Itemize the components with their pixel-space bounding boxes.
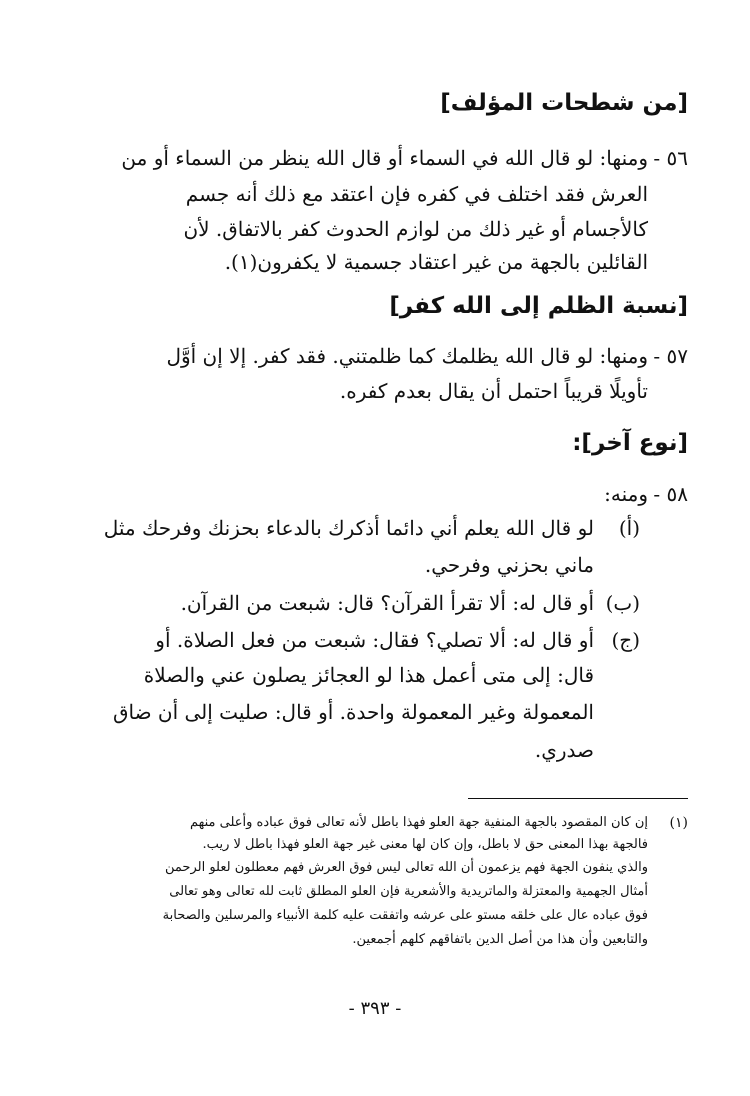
- paragraph-56-line-2: العرش فقد اختلف في كفره فإن اعتقد مع ذلك أنه جسم: [185, 182, 648, 206]
- paragraph-56-line-1: ومنها: لو قال الله في السماء أو قال الله ينظر من السماء أو من: [121, 146, 648, 170]
- page-number: - ٣٩٣ -: [348, 998, 402, 1019]
- footnote-line-1: إن كان المقصود بالجهة المنفية جهة العلو فهذا باطل لأنه تعالى فوق عباده وأعلى منهم: [189, 815, 648, 830]
- sub-item-b-line-1: أو قال له: ألا تقرأ القرآن؟ قال: شبعت من القرآن.: [180, 591, 594, 615]
- paragraph-56-line-4: القائلين بالجهة من غير اعتقاد جسمية لا يكفرون(١).: [224, 250, 648, 274]
- section-heading-another-type: [نوع آخر]:: [572, 430, 688, 456]
- item-number-58: ٥٨ -: [653, 482, 688, 506]
- section-heading-injustice: [نسبة الظلم إلى الله كفر]: [389, 293, 688, 319]
- sub-item-c-line-4: صدري.: [534, 738, 594, 762]
- footnote-line-6: والتابعين وأن هذا من أصل الدين باتفاقهم كلهم أجمعين.: [352, 932, 648, 947]
- footnote-divider: [468, 798, 688, 799]
- footnote-marker: (١): [669, 815, 688, 831]
- section-heading-author-sayings: [من شطحات المؤلف]: [440, 90, 688, 116]
- sub-item-a-line-1: لو قال الله يعلم أني دائما أذكرك بالدعاء بحزنك وفرحك مثل: [103, 516, 594, 540]
- footnote-line-5: فوق عباده عال على خلقه مستو على عرشه واتفقت عليه كلمة الأنبياء والمرسلين والصحابة: [162, 908, 648, 923]
- footnote-line-2: فالجهة بهذا المعنى حق لا باطل، وإن كان لها معنى غير جهة العلو فهذا باطل لا ريب.: [202, 837, 648, 852]
- paragraph-57-line-1: ومنها: لو قال الله يظلمك كما ظلمتني. فقد كفر. إلا إن أوَّل: [166, 344, 648, 368]
- sub-item-c-line-3: المعمولة وغير المعمولة واحدة. أو قال: صليت إلى أن ضاق: [112, 700, 594, 724]
- sub-item-marker-c: (ج): [611, 628, 640, 652]
- paragraph-56-line-3: كالأجسام أو غير ذلك من لوازم الحدوث كفر بالاتفاق. لأن: [183, 217, 648, 241]
- sub-item-c-line-2: قال: إلى متى أعمل هذا لو العجائز يصلون عني والصلاة: [143, 663, 594, 687]
- sub-item-c-line-1: أو قال له: ألا تصلي؟ فقال: شبعت من فعل الصلاة. أو: [155, 628, 594, 652]
- footnote-line-4: أمثال الجهمية والمعتزلة والماتريدية والأشعرية فإن العلو المطلق ثابت لله تعالى وهو تعالى: [169, 884, 648, 899]
- sub-item-marker-a: (أ): [618, 516, 640, 540]
- sub-item-a-line-2: ماني بحزني وفرحي.: [424, 553, 594, 577]
- paragraph-57-line-2: تأويلًا قريباً احتمل أن يقال بعدم كفره.: [339, 379, 648, 403]
- paragraph-58-intro: ومنه:: [604, 482, 648, 506]
- item-number-57: ٥٧ -: [653, 344, 688, 368]
- item-number-56: ٥٦ -: [653, 146, 688, 170]
- sub-item-marker-b: (ب): [605, 591, 640, 615]
- footnote-line-3: والذي ينفون الجهة فهم يزعمون أن الله تعالى ليس فوق العرش فهم معطلون لعلو الرحمن: [165, 860, 648, 875]
